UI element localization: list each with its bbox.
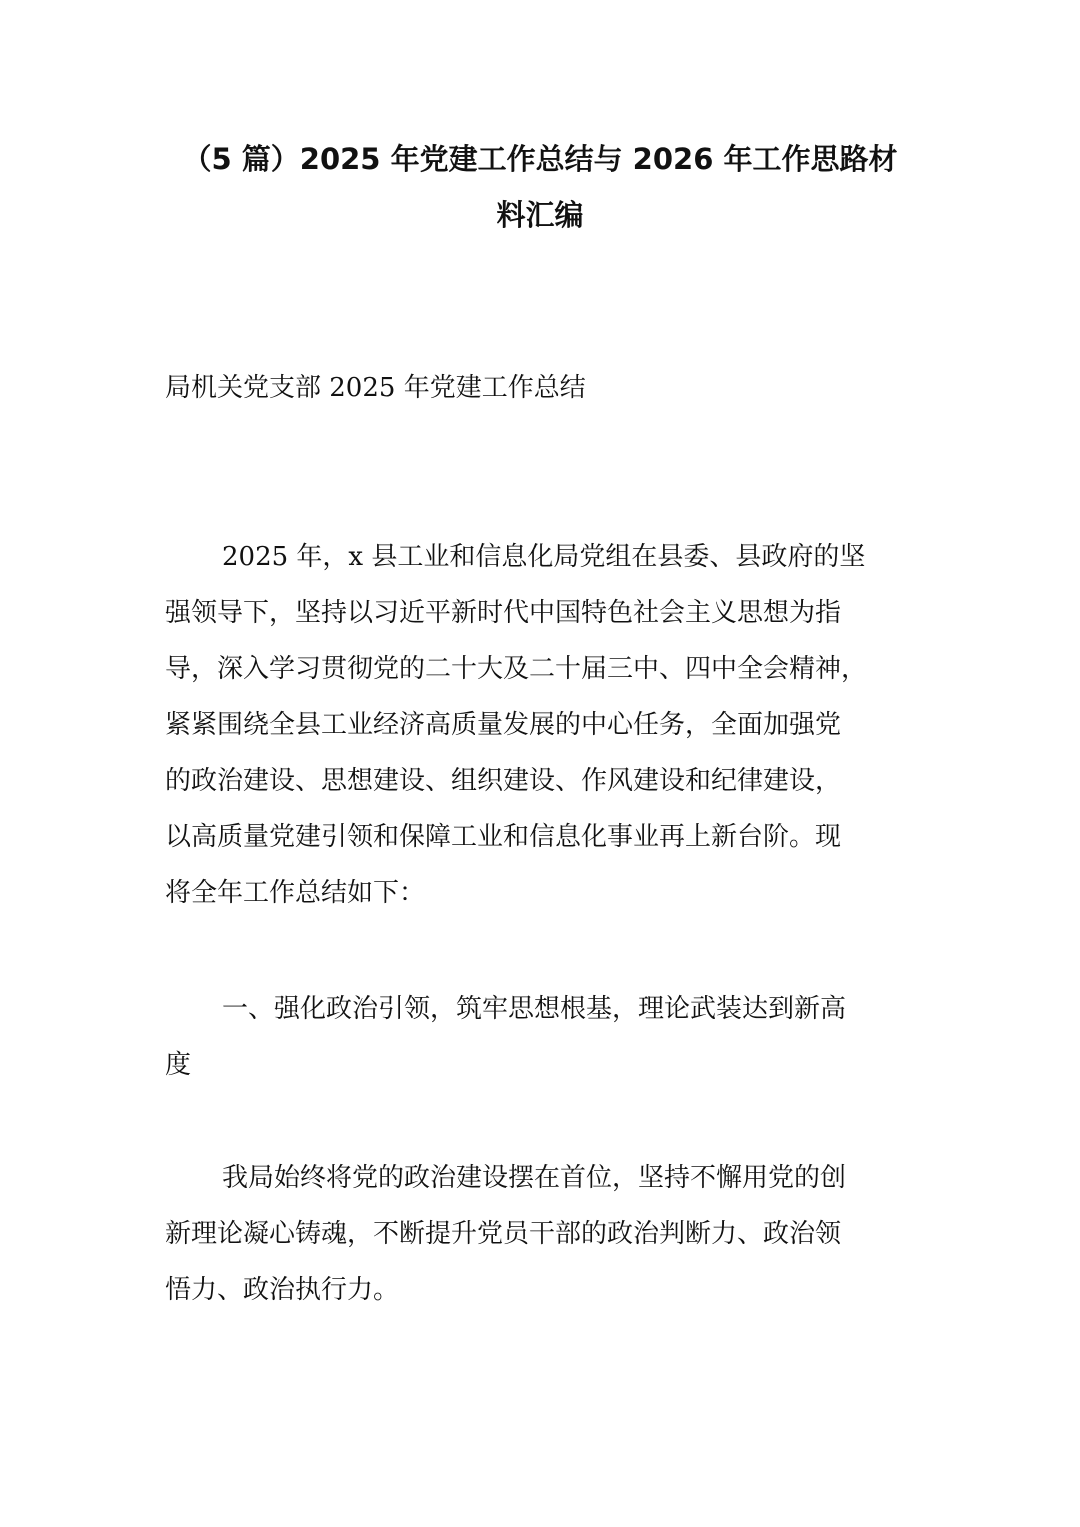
paragraph-line: 悟力、政治执行力。	[165, 1275, 400, 1305]
intro-paragraph	[165, 529, 917, 921]
document-subtitle: 局机关党支部 2025 年党建工作总结	[165, 373, 586, 403]
paragraph-line: 紧紧围绕全县工业经济高质量发展的中心任务，全面加强党	[165, 710, 842, 740]
paragraph-line: 强领导下，坚持以习近平新时代中国特色社会主义思想为指	[165, 598, 842, 628]
heading-line: 度	[165, 1050, 192, 1080]
section-one-heading	[165, 981, 917, 1093]
document-title-line: （5 篇）2025 年党建工作总结与 2026 年工作思路材	[182, 142, 898, 176]
paragraph-line: 将全年工作总结如下：	[165, 878, 426, 908]
paragraph-line: 我局始终将党的政治建设摆在首位，坚持不懈用党的创	[222, 1163, 847, 1193]
document-title	[150, 131, 930, 243]
section-one-paragraph	[165, 1150, 917, 1318]
heading-line: 一、强化政治引领，筑牢思想根基，理论武装达到新高	[222, 994, 847, 1024]
paragraph-line: 以高质量党建引领和保障工业和信息化事业再上新台阶。现	[165, 822, 842, 852]
paragraph-line: 2025 年，x 县工业和信息化局党组在县委、县政府的坚	[222, 542, 866, 572]
document-title-line: 料汇编	[496, 198, 584, 232]
paragraph-line: 新理论凝心铸魂，不断提升党员干部的政治判断力、政治领	[165, 1219, 842, 1249]
paragraph-line: 导，深入学习贯彻党的二十大及二十届三中、四中全会精神，	[165, 654, 868, 684]
paragraph-line: 的政治建设、思想建设、组织建设、作风建设和纪律建设，	[165, 766, 842, 796]
